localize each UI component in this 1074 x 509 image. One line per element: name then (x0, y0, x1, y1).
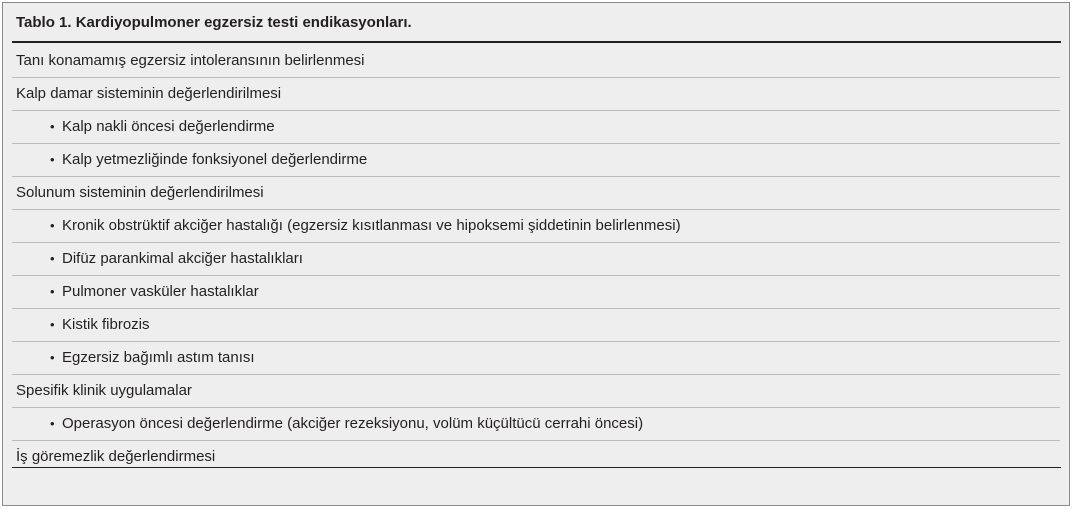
bullet-icon: • (50, 350, 55, 365)
row-divider (12, 275, 1060, 276)
table-title: Tablo 1. Kardiyopulmoner egzersiz testi endikasyonları. (16, 14, 412, 31)
row-divider (12, 407, 1060, 408)
row-text: Tanı konamamış egzersiz intoleransının belirlenmesi (16, 52, 365, 69)
table-subitem (3, 244, 1069, 277)
table-subitem (3, 409, 1069, 442)
row-text: Kalp yetmezliğinde fonksiyonel değerlendirme (62, 151, 368, 168)
bullet-icon: • (50, 218, 55, 233)
row-divider (12, 440, 1060, 441)
table-subitem (3, 145, 1069, 178)
table-row (3, 79, 1069, 112)
row-text: Operasyon öncesi değerlendirme (akciğer rezeksiyonu, volüm küçültücü cerrahi öncesi) (62, 415, 644, 432)
table-row (3, 442, 1069, 475)
row-divider (12, 143, 1060, 144)
bullet-icon: • (50, 251, 55, 266)
row-divider (12, 176, 1060, 177)
table-subitem (3, 343, 1069, 376)
bottom-rule (12, 467, 1061, 468)
row-divider (12, 110, 1060, 111)
table-subitem (3, 310, 1069, 343)
row-divider (12, 308, 1060, 309)
table-rows (3, 46, 1069, 475)
table-row (3, 46, 1069, 79)
row-divider (12, 77, 1060, 78)
bullet-icon: • (50, 152, 55, 167)
row-text: Pulmoner vasküler hastalıklar (62, 283, 259, 300)
row-text: Difüz parankimal akciğer hastalıkları (62, 250, 303, 267)
table-subitem (3, 112, 1069, 145)
row-text: Kronik obstrüktif akciğer hastalığı (egzersiz kısıtlanması ve hipoksemi şiddetinin belirlenmesi) (62, 217, 681, 234)
title-rule (12, 41, 1061, 43)
row-text: Solunum sisteminin değerlendirilmesi (16, 184, 264, 201)
row-divider (12, 341, 1060, 342)
row-text: Egzersiz bağımlı astım tanısı (62, 349, 255, 366)
bullet-icon: • (50, 119, 55, 134)
row-text: Kalp damar sisteminin değerlendirilmesi (16, 85, 282, 102)
table-subitem (3, 277, 1069, 310)
table-row (3, 178, 1069, 211)
row-text: Kistik fibrozis (62, 316, 150, 333)
bullet-icon: • (50, 284, 55, 299)
table-subitem (3, 211, 1069, 244)
row-divider (12, 374, 1060, 375)
bullet-icon: • (50, 317, 55, 332)
row-text: Spesifik klinik uygulamalar (16, 382, 192, 399)
row-divider (12, 209, 1060, 210)
table-row (3, 376, 1069, 409)
row-text: İş göremezlik değerlendirmesi (16, 448, 216, 465)
indications-table (2, 2, 1070, 506)
bullet-icon: • (50, 416, 55, 431)
row-divider (12, 242, 1060, 243)
row-text: Kalp nakli öncesi değerlendirme (62, 118, 275, 135)
